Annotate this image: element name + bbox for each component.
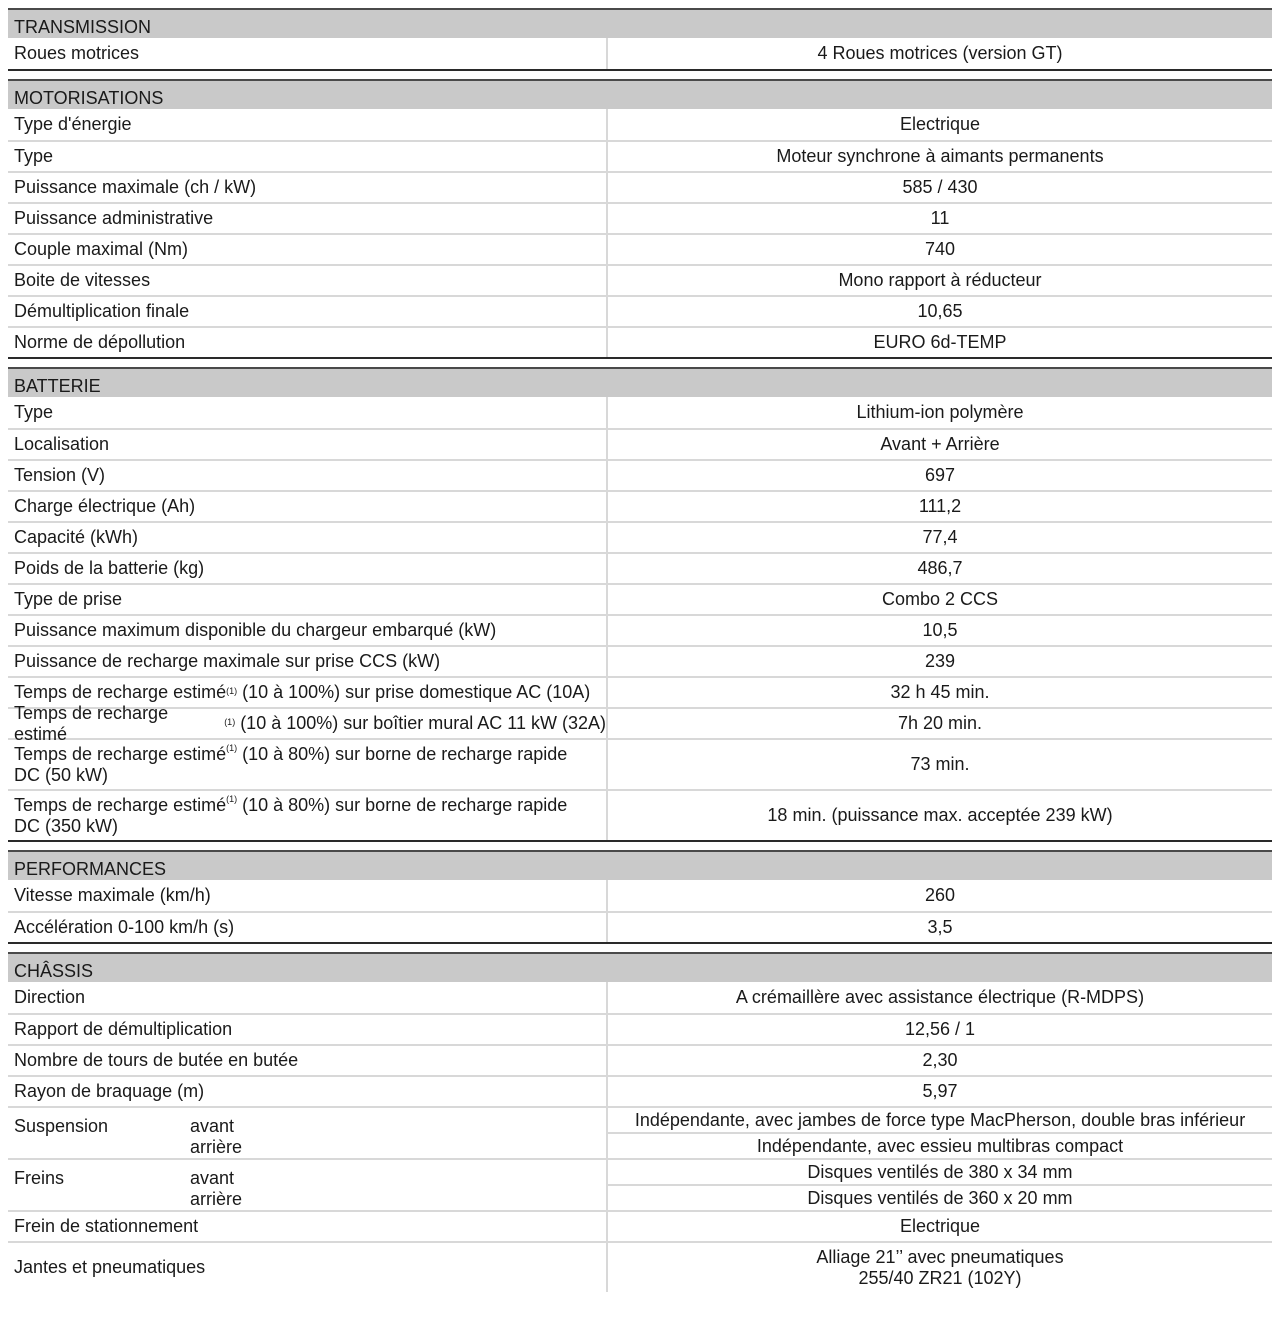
spec-value: Electrique [899, 114, 981, 134]
label-text: DC (350 kW) [14, 815, 119, 836]
spec-value [608, 1243, 1272, 1292]
spec-label: Charge électrique (Ah) [8, 492, 608, 521]
spec-row [8, 428, 1272, 459]
sub-label-front: avant [190, 1168, 235, 1188]
spec-label: Boite de vitesses [8, 266, 608, 295]
spec-label [8, 1108, 608, 1158]
section-performances [8, 850, 1272, 944]
spec-value: 697 [924, 465, 956, 485]
label-text: DC (50 kW) [14, 764, 108, 785]
spec-value: 2,30 [922, 1050, 958, 1070]
section-header: TRANSMISSION [8, 8, 1272, 38]
spec-rows [8, 109, 1272, 359]
label-text: (10 à 100%) sur boîtier mural AC 11 kW (32A) [235, 713, 606, 733]
spec-value: Electrique [899, 1216, 981, 1236]
spec-row [8, 911, 1272, 942]
label-text: Temps de recharge estimé [14, 794, 227, 815]
spec-value: Mono rapport à réducteur [838, 270, 1042, 290]
spec-value: 11 [930, 208, 950, 228]
footnote-ref: (1) [226, 742, 238, 753]
spec-row [8, 521, 1272, 552]
spec-value: 5,97 [922, 1081, 958, 1101]
sub-label-rear: arrière [190, 1137, 243, 1157]
spec-value: 32 h 45 min. [890, 682, 990, 702]
spec-label: Nombre de tours de butée en butée [8, 1046, 608, 1075]
spec-value: 10,65 [917, 301, 963, 321]
spec-value: A crémaillère avec assistance électrique (R-MDPS) [735, 987, 1145, 1007]
spec-label: Direction [8, 982, 608, 1013]
spec-label: Norme de dépollution [8, 328, 608, 357]
spec-label: Capacité (kWh) [8, 523, 608, 552]
spec-row [8, 1210, 1272, 1241]
sub-label-rear: arrière [190, 1189, 243, 1209]
spec-rows [8, 880, 1272, 944]
spec-row [8, 202, 1272, 233]
spec-label: Type d'énergie [8, 109, 608, 140]
spec-label: Démultiplication finale [8, 297, 608, 326]
spec-row [8, 789, 1272, 840]
spec-row [8, 171, 1272, 202]
spec-sheet [8, 8, 1272, 1300]
spec-value-rear: Disques ventilés de 360 x 20 mm [608, 1184, 1272, 1210]
spec-value-rear: Indépendante, avec essieu multibras compact [608, 1132, 1272, 1158]
spec-row [8, 264, 1272, 295]
footnote-ref: (1) [224, 716, 236, 727]
label-text: Suspension [14, 1116, 109, 1136]
spec-row [8, 1013, 1272, 1044]
spec-row [8, 140, 1272, 171]
spec-row [8, 738, 1272, 789]
spec-row [8, 109, 1272, 140]
label-text: Temps de recharge estimé [14, 743, 227, 764]
spec-label: Tension (V) [8, 461, 608, 490]
spec-value: 77,4 [922, 527, 958, 547]
spec-row [8, 397, 1272, 428]
spec-row-freins [8, 1158, 1272, 1210]
spec-value: 73 min. [910, 754, 970, 774]
spec-value: 486,7 [917, 558, 963, 578]
spec-row [8, 295, 1272, 326]
section-chassis [8, 952, 1272, 1292]
spec-value-front: Indépendante, avec jambes de force type MacPherson, double bras inférieur [634, 1109, 1246, 1130]
spec-rows [8, 397, 1272, 842]
spec-value: 12,56 / 1 [904, 1019, 976, 1039]
spec-label: Rayon de braquage (m) [8, 1077, 608, 1106]
spec-value: 239 [924, 651, 956, 671]
spec-label: Puissance maximale (ch / kW) [8, 173, 608, 202]
spec-label [8, 740, 608, 789]
section-header: BATTERIE [8, 367, 1272, 397]
spec-label: Accélération 0-100 km/h (s) [8, 913, 608, 942]
spec-value: 3,5 [927, 917, 953, 937]
label-text: (10 à 80%) sur borne de recharge rapide [237, 794, 568, 815]
sub-labels [190, 1168, 242, 1210]
spec-value: Lithium-ion polymère [856, 402, 1024, 422]
spec-row [8, 38, 1272, 69]
spec-row [8, 1075, 1272, 1106]
spec-value: Combo 2 CCS [881, 589, 999, 609]
sub-label-front: avant [190, 1116, 235, 1136]
spec-value: 7h 20 min. [897, 713, 983, 733]
spec-value: Avant + Arrière [880, 434, 1000, 454]
spec-row [8, 326, 1272, 357]
spec-label: Type [8, 142, 608, 171]
spec-label: Roues motrices [8, 38, 608, 69]
spec-label: Jantes et pneumatiques [8, 1243, 608, 1292]
spec-value: EURO 6d-TEMP [873, 332, 1007, 352]
spec-label [8, 791, 608, 840]
spec-label: Type [8, 397, 608, 428]
spec-value: 111,2 [918, 496, 962, 516]
spec-row [8, 1044, 1272, 1075]
spec-row [8, 459, 1272, 490]
spec-label [8, 702, 608, 744]
spec-row [8, 645, 1272, 676]
spec-label: Rapport de démultiplication [8, 1015, 608, 1044]
label-text: Temps de recharge estimé [14, 702, 169, 744]
spec-label: Frein de stationnement [8, 1212, 608, 1241]
section-header: CHÂSSIS [8, 952, 1272, 982]
value-line: Alliage 21’’ avec pneumatiques [816, 1246, 1064, 1267]
spec-label: Localisation [8, 430, 608, 459]
spec-label: Type de prise [8, 585, 608, 614]
spec-value-front: Disques ventilés de 380 x 34 mm [807, 1161, 1073, 1182]
value-line: 255/40 ZR21 (102Y) [858, 1267, 1022, 1288]
footnote-ref: (1) [226, 685, 238, 696]
spec-row [8, 233, 1272, 264]
label-text: Temps de recharge estimé [14, 682, 227, 702]
spec-row [8, 490, 1272, 521]
spec-row [8, 982, 1272, 1013]
sub-labels [190, 1116, 242, 1158]
spec-value: 10,5 [922, 620, 958, 640]
section-header: PERFORMANCES [8, 850, 1272, 880]
footnote-ref: (1) [226, 793, 238, 804]
spec-row [8, 614, 1272, 645]
section-batterie [8, 367, 1272, 842]
spec-label: Puissance de recharge maximale sur prise CCS (kW) [8, 647, 608, 676]
spec-label: Couple maximal (Nm) [8, 235, 608, 264]
spec-label: Vitesse maximale (km/h) [8, 880, 608, 911]
spec-values [608, 1108, 1272, 1158]
spec-label [8, 1160, 608, 1210]
spec-value: 4 Roues motrices (version GT) [817, 43, 1063, 63]
label-text: Freins [14, 1168, 65, 1188]
spec-rows [8, 982, 1272, 1292]
spec-value: 260 [924, 885, 956, 905]
spec-label: Puissance maximum disponible du chargeur embarqué (kW) [8, 616, 608, 645]
spec-label: Puissance administrative [8, 204, 608, 233]
spec-values [608, 1160, 1272, 1210]
spec-row [8, 702, 1272, 744]
spec-row [8, 880, 1272, 911]
spec-row [8, 1241, 1272, 1292]
spec-value: Moteur synchrone à aimants permanents [776, 146, 1104, 166]
spec-row [8, 583, 1272, 614]
spec-rows [8, 38, 1272, 71]
section-header: MOTORISATIONS [8, 79, 1272, 109]
section-motorisations [8, 79, 1272, 359]
spec-row [8, 552, 1272, 583]
spec-value: 585 / 430 [902, 177, 978, 197]
spec-value: 740 [924, 239, 956, 259]
spec-value: 18 min. (puissance max. acceptée 239 kW) [767, 805, 1113, 825]
label-text: (10 à 100%) sur prise domestique AC (10A) [237, 682, 591, 702]
label-text: (10 à 80%) sur borne de recharge rapide [237, 743, 568, 764]
section-transmission [8, 8, 1272, 71]
spec-row-suspension [8, 1106, 1272, 1158]
spec-label: Poids de la batterie (kg) [8, 554, 608, 583]
